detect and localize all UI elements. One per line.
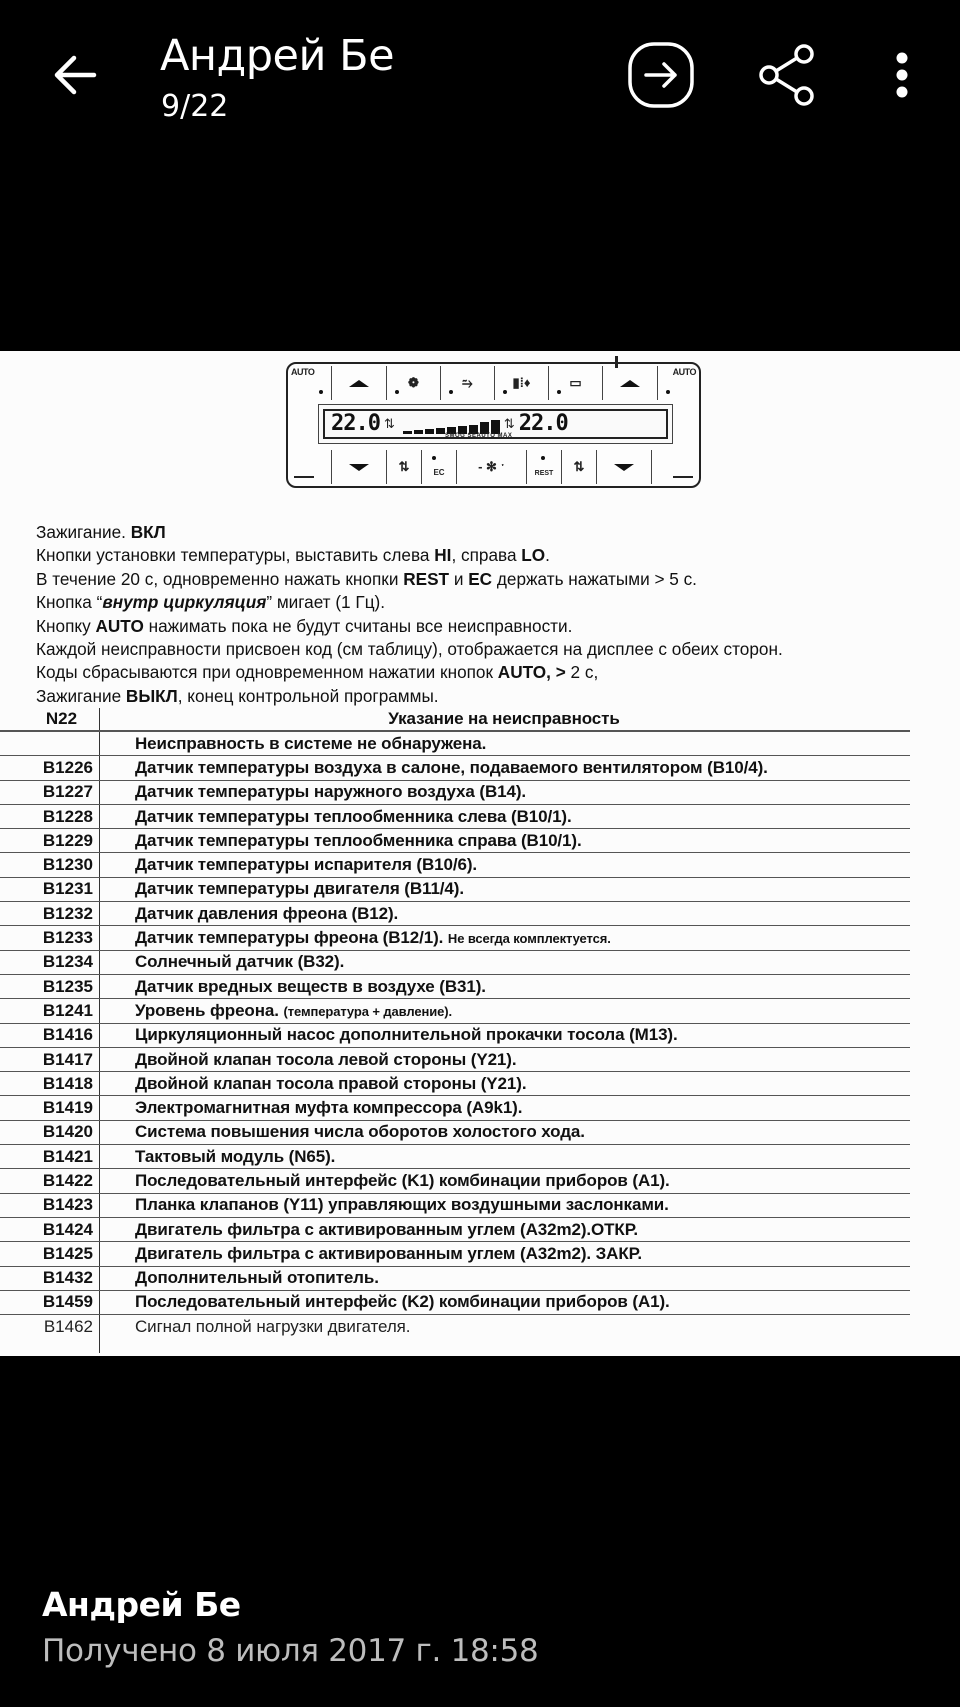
- table-row: [0, 1145, 910, 1169]
- panel-corner-right: [652, 450, 699, 484]
- instruction-line: В течение 20 с, одновременно нажать кнопки REST и EC держать нажатыми > 5 с.: [36, 568, 697, 589]
- instruction-line: Зажигание. ВКЛ: [36, 522, 166, 542]
- share-button[interactable]: [752, 40, 822, 110]
- fault-code: B1241: [42, 1000, 93, 1020]
- right-temperature: 22.0: [518, 411, 568, 436]
- fan-speed-button: [457, 450, 527, 484]
- table-row: [0, 1194, 910, 1218]
- panel-display: [318, 404, 673, 444]
- table-row: [0, 1315, 910, 1339]
- fault-code: B1419: [42, 1098, 93, 1118]
- fault-code: B1459: [42, 1292, 93, 1312]
- fault-code: B1232: [42, 903, 93, 923]
- table-row: [0, 1218, 910, 1242]
- more-options-button[interactable]: [880, 40, 924, 110]
- fault-description: Тактовый модуль (N65).: [135, 1146, 336, 1166]
- fan-bar-graph: [403, 414, 500, 434]
- airflow-right-button: [562, 450, 597, 484]
- fault-description: Датчик вредных веществ в воздухе (B31).: [135, 976, 486, 996]
- table-row: [0, 829, 910, 853]
- fault-description: Последовательный интерфейс (K1) комбинации приборов (A1).: [135, 1170, 670, 1190]
- table-row: [0, 878, 910, 902]
- arrow-left-icon: [52, 52, 98, 98]
- air-distribution-button: [441, 366, 495, 400]
- temp-up-left-button: [332, 366, 387, 400]
- table-row: [0, 1291, 910, 1315]
- fault-description: Датчик температуры теплообменника справа (B10/1).: [135, 830, 582, 850]
- windshield-defrost-icon: ❁: [408, 375, 419, 390]
- auto-left-label: AUTO: [291, 367, 315, 377]
- more-vertical-icon: [895, 51, 909, 99]
- table-row: [0, 781, 910, 805]
- dash-mark: [673, 476, 693, 478]
- table-row: [0, 926, 910, 950]
- auto-right-button: [658, 366, 699, 400]
- table-row: [0, 1072, 910, 1096]
- fault-code: B1462: [43, 1317, 93, 1337]
- fault-description: Датчик давления фреона (B12).: [135, 903, 399, 923]
- rear-window-heat-icon: ▭: [569, 375, 582, 390]
- received-timestamp: Получено 8 июля 2017 г. 18:58: [42, 1633, 539, 1669]
- table-row: [0, 951, 910, 975]
- fault-description: Двигатель фильтра с активированным углем (A32m2). ЗАКР.: [135, 1243, 642, 1263]
- fault-code: B1420: [42, 1122, 93, 1142]
- fault-code: B1432: [42, 1268, 93, 1288]
- fault-code: B1230: [42, 855, 93, 875]
- airflow-left-button: [387, 450, 422, 484]
- instruction-line: Кнопка “внутр циркуляция” мигает (1 Гц).: [36, 592, 386, 613]
- ec-button: [422, 450, 457, 484]
- temp-up-right-button: [603, 366, 658, 400]
- table-row: [0, 853, 910, 877]
- fault-description: Датчик температуры воздуха в салоне, подаваемого вентилятором (B10/4).: [135, 757, 768, 777]
- open-in-arrow-icon: [627, 41, 695, 109]
- instruction-line: Кнопку AUTO нажимать пока не будут считаны все неисправности.: [36, 615, 573, 636]
- table-row: [0, 732, 910, 756]
- fault-description: Двойной клапан тосола правой стороны (Y21).: [135, 1073, 527, 1093]
- fault-description: Датчик температуры испарителя (B10/6).: [135, 855, 478, 875]
- rest-label: REST: [534, 469, 554, 477]
- image-counter: 9/22: [161, 89, 229, 124]
- header-description: Указание на неисправность: [388, 709, 620, 728]
- table-row: [0, 1096, 910, 1120]
- fault-code: B1423: [42, 1195, 93, 1215]
- climate-control-panel: [286, 362, 701, 488]
- fault-code: B1233: [42, 928, 93, 948]
- airflow-right-icon: ⇅: [503, 416, 515, 431]
- fault-description: Дополнительный отопитель.: [135, 1268, 379, 1288]
- rear-window-heat-button: [549, 366, 603, 400]
- indicator-dot: [557, 390, 561, 394]
- temp-down-left-button: [332, 450, 387, 484]
- instructions: [36, 521, 936, 708]
- table-row: [0, 975, 910, 999]
- indicator-dot: [541, 456, 545, 460]
- table-row: [0, 1121, 910, 1145]
- fault-description: Планка клапанов (Y11) управляющих воздушными заслонками.: [135, 1195, 669, 1215]
- air-distribution-icon: ⥲: [462, 375, 473, 390]
- fault-note: (температура + давление).: [283, 1003, 452, 1019]
- fault-description: Уровень фреона. (температура + давление).: [135, 1000, 452, 1020]
- indicator-dot: [503, 390, 507, 394]
- fault-note: Не всегда комплектуется.: [447, 931, 611, 947]
- rear-fan-button: [495, 366, 549, 400]
- document-image[interactable]: [0, 351, 960, 1356]
- fault-code: B1229: [42, 830, 93, 850]
- fault-code: B1235: [42, 976, 93, 996]
- fault-description: Сигнал полной нагрузки двигателя.: [135, 1317, 411, 1337]
- fault-description: Циркуляционный насос дополнительной прокачки тосола (M13).: [135, 1025, 678, 1045]
- instruction-line: Каждой неисправности присвоен код (см таблицу), отображается на дисплее с обеих сторон.: [36, 639, 783, 660]
- table-row: [0, 1242, 910, 1266]
- triangle-up-icon: [349, 380, 369, 387]
- back-button[interactable]: [44, 44, 106, 106]
- panel-corner-left: [288, 450, 332, 484]
- sender-title: Андрей Бе: [160, 31, 395, 81]
- fault-code: B1418: [42, 1073, 93, 1093]
- triangle-up-icon: [620, 380, 640, 387]
- fault-description: Датчик температуры двигателя (B11/4).: [135, 879, 464, 899]
- table-row: [0, 1267, 910, 1291]
- indicator-dot: [395, 390, 399, 394]
- share-icon: [756, 42, 818, 108]
- fault-code: B1228: [42, 806, 93, 826]
- app-bar: [0, 0, 960, 150]
- fault-description: Двигатель фильтра с активированным углем (A32m2).ОТКР.: [135, 1219, 639, 1239]
- triangle-down-icon: [614, 464, 634, 471]
- sender-name: Андрей Бе: [42, 1585, 241, 1624]
- fan-icon: - ✻ ˑ: [478, 459, 505, 474]
- airflow-person-icon: ⇅: [398, 459, 410, 474]
- fault-description: Датчик температуры наружного воздуха (B14).: [135, 782, 527, 802]
- instruction-line: Зажигание ВЫКЛ, конец контрольной программы.: [36, 685, 439, 706]
- fault-description: Неисправность в системе не обнаружена.: [135, 733, 487, 753]
- left-temperature: 22.0: [331, 411, 380, 436]
- fault-description: Датчик температуры фреона (B12/1). Не всегда комплектуется.: [135, 928, 611, 948]
- indicator-dot: [319, 390, 323, 394]
- indicator-dot: [666, 390, 670, 394]
- table-row: [0, 1048, 910, 1072]
- fault-code: B1421: [42, 1146, 93, 1166]
- indicator-dot: [449, 390, 453, 394]
- rest-button: [527, 450, 562, 484]
- table-header: [0, 708, 910, 732]
- table-row: [0, 999, 910, 1023]
- table-row: [0, 902, 910, 926]
- panel-top-row: [288, 366, 699, 400]
- table-row: [0, 1024, 910, 1048]
- fault-description: Последовательный интерфейс (K2) комбинации приборов (A1).: [135, 1292, 670, 1312]
- table-row: [0, 805, 910, 829]
- ec-label: EC: [433, 467, 445, 477]
- auto-right-label: AUTO: [672, 367, 696, 377]
- table-row: [0, 756, 910, 780]
- fault-description: Солнечный датчик (B32).: [135, 952, 345, 972]
- indicator-dot: [432, 456, 436, 460]
- instruction-line: Кнопки установки температуры, выставить слева HI, справа LO.: [36, 545, 550, 566]
- fault-description: Система повышения числа оборотов холостого хода.: [135, 1122, 585, 1142]
- dash-mark: [294, 476, 314, 478]
- fault-code: B1231: [42, 879, 93, 899]
- fault-code: B1422: [42, 1170, 93, 1190]
- display-mode-labels: SMOG SEAUTO MAX: [445, 433, 513, 439]
- fault-description: Датчик температуры теплообменника слева (B10/1).: [135, 806, 572, 826]
- panel-bottom-row: [288, 450, 699, 484]
- airflow-person-icon: ⇅: [573, 459, 585, 474]
- triangle-down-icon: [349, 464, 369, 471]
- fault-codes-table: [0, 708, 910, 1339]
- temp-down-right-button: [597, 450, 652, 484]
- airflow-left-icon: ⇅: [383, 416, 395, 431]
- rear-fan-icon: ▮⁞♦: [512, 375, 531, 390]
- header-code: N22: [45, 709, 78, 728]
- fault-code: B1425: [42, 1243, 93, 1263]
- open-button[interactable]: [626, 40, 696, 110]
- fault-code: B1417: [42, 1049, 93, 1069]
- fault-code: B1424: [42, 1219, 93, 1239]
- fault-description: Двойной клапан тосола левой стороны (Y21).: [135, 1049, 517, 1069]
- fault-description: Электромагнитная муфта компрессора (A9k1).: [135, 1098, 523, 1118]
- defrost-button: [387, 366, 441, 400]
- table-row: [0, 1169, 910, 1193]
- fault-code: B1226: [42, 757, 93, 777]
- fault-code: B1234: [42, 952, 93, 972]
- fault-code: B1416: [42, 1025, 93, 1045]
- auto-left-button: [288, 366, 332, 400]
- instruction-line: Коды сбрасываются при одновременном нажатии кнопок AUTO, > 2 с,: [36, 662, 599, 683]
- fault-code: B1227: [42, 782, 93, 802]
